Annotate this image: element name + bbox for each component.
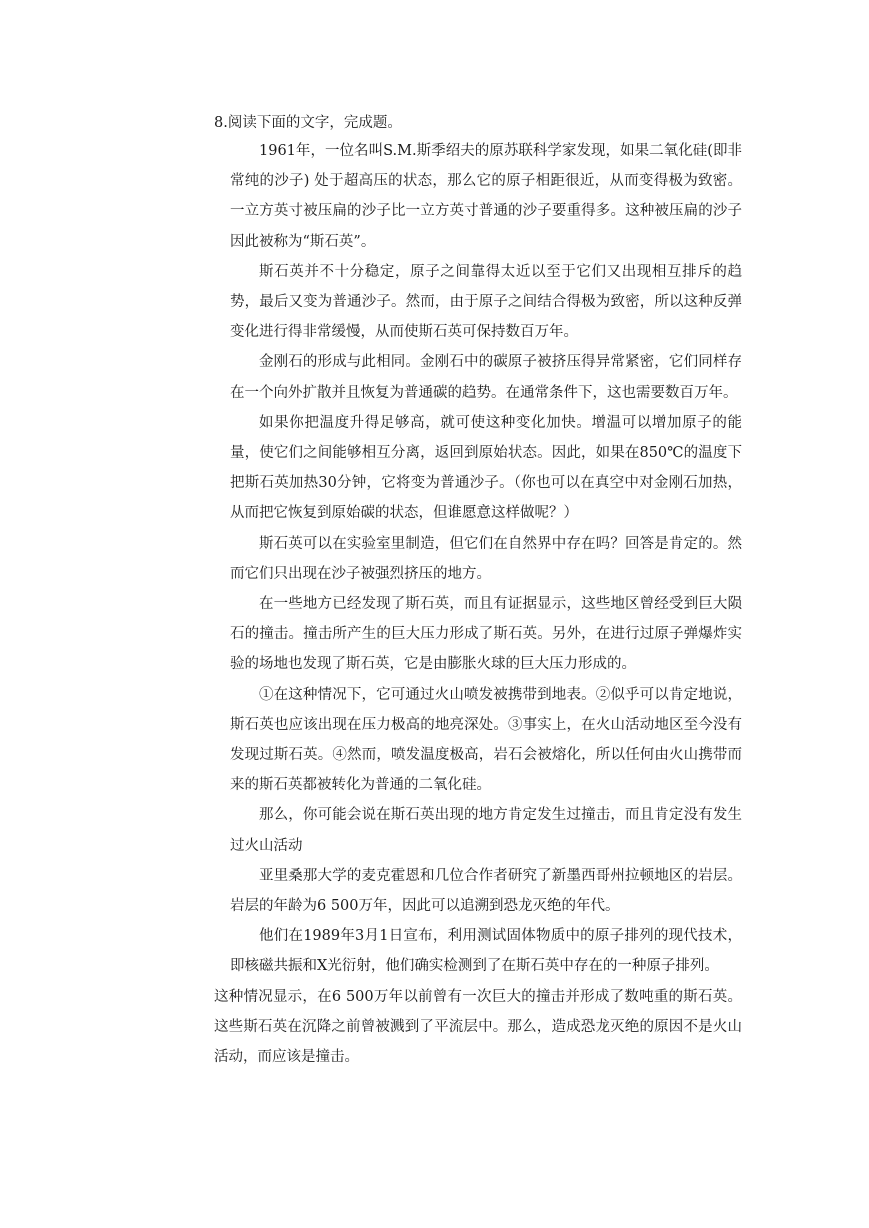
paragraph: 他们在1989年3月1日宣布，利用测试固体物质中的原子排列的现代技术，即核磁共振和X光衍射，他们确实检测到了在斯石英中存在的一种原子排列。 xyxy=(230,928,742,975)
question-title: 8.阅读下面的文字，完成题。 xyxy=(214,115,402,131)
paragraph: 那么，你可能会说在斯石英出现的地方肯定发生过撞击，而且肯定没有发生过火山活动 xyxy=(230,807,742,854)
paragraph: 亚里桑那大学的麦克霍恩和几位合作者研究了新墨西哥州拉顿地区的岩层。岩层的年龄为6 500万年，因此可以追溯到恐龙灭绝的年代。 xyxy=(230,867,742,915)
paragraph: 斯石英可以在实验室里制造，但它们在自然界中存在吗？回答是肯定的。然而它们只出现在沙子被强烈挤压的地方。 xyxy=(230,535,742,582)
reading-passage xyxy=(214,111,742,1072)
paragraph: 斯石英并不十分稳定，原子之间靠得太近以至于它们又出现相互排斥的趋势，最后又变为普通沙子。然而，由于原子之间结合得极为致密，所以这种反弹变化进行得非常缓慢，从而使斯石英可保持数百万年。 xyxy=(230,263,742,341)
numbered-sentences-paragraph: ①在这种情况下，它可通过火山喷发被携带到地表。②似乎可以肯定地说，斯石英也应该出现在压力极高的地亮深处。③事实上，在火山活动地区至今没有发现过斯石英。④然而，喷发温度极高，岩石会被熔化，所以任何由火山携带而来的斯石英都被转化为普通的二氧化硅。 xyxy=(230,686,742,794)
paragraph: 如果你把温度升得足够高，就可使这种变化加快。增温可以增加原子的能量，使它们之间能够相互分离，返回到原始状态。因此，如果在850℃的温度下把斯石英加热30分钟，它将变为普通沙子。（你也可以在真空中对金刚石加热，从而把它恢复到原始碳的状态，但谁愿意这样做呢？） xyxy=(230,414,742,522)
paragraph: 在一些地方已经发现了斯石英，而且有证据显示，这些地区曾经受到巨大陨石的撞击。撞击所产生的巨大压力形成了斯石英。另外，在进行过原子弹爆炸实验的场地也发现了斯石英，它是由膨胀火球的巨大压力形成的。 xyxy=(230,596,742,673)
paragraph: 金刚石的形成与此相同。金刚石中的碳原子被挤压得异常紧密，它们同样存在一个向外扩散并且恢复为普通碳的趋势。在通常条件下，这也需要数百万年。 xyxy=(230,354,742,401)
final-paragraph: 这种情况显示，在6 500万年以前曾有一次巨大的撞击并形成了数吨重的斯石英。这些斯石英在沉降之前曾被溅到了平流层中。那么，造成恐龙灭绝的原因不是火山活动，而应该是撞击。 xyxy=(214,988,742,1066)
paragraph: 1961年，一位名叫S.M.斯季绍夫的原苏联科学家发现，如果二氧化硅(即非常纯的沙子) 处于超高压的状态，那么它的原子相距很近，从而变得极为致密。一立方英寸被压扁的沙子比一立方英寸普通的沙子要重得多。这种被压扁的沙子因此被称为“斯石英”。 xyxy=(230,143,742,250)
